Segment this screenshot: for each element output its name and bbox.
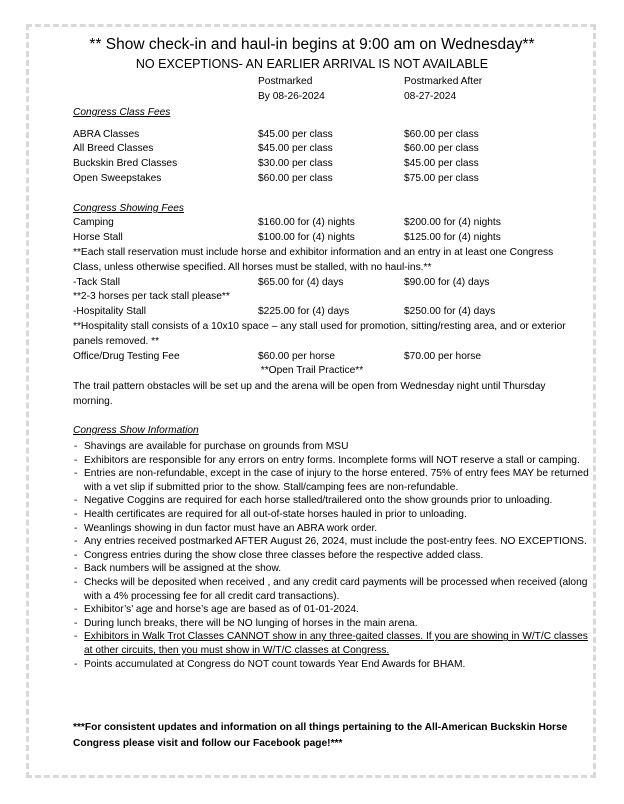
- fee-late: $60.00 per class: [404, 129, 479, 140]
- list-item: - Exhibitors in Walk Trot Classes CANNOT show in any three-gaited classes. If you are showing in W/T/C classes at other circuits, then you must show in W/T/C classes at Congress.: [73, 630, 593, 657]
- office-fee-name: Office/Drug Testing Fee: [73, 351, 180, 362]
- fee-name: Buckskin Bred Classes: [73, 158, 178, 169]
- postmarked-after-label: Postmarked After: [404, 76, 483, 87]
- list-item: - Back numbers will be assigned at the show.: [73, 562, 593, 576]
- fee-late: $45.00 per class: [404, 158, 479, 169]
- office-fee-early: $60.00 per horse: [258, 351, 336, 362]
- camping-late: $200.00 for (4) nights: [404, 217, 501, 228]
- checkin-heading: ** Show check-in and haul-in begins at 9:00 am on Wednesday**: [89, 36, 535, 53]
- tack-stall-name: -Tack Stall: [73, 277, 120, 288]
- hospitality-name: -Hospitality Stall: [73, 306, 147, 317]
- fee-early: $60.00 per class: [258, 173, 333, 184]
- trail-practice-title: **Open Trail Practice**: [260, 365, 364, 376]
- fee-late: $75.00 per class: [404, 173, 479, 184]
- showing-fees-title: Congress Showing Fees: [73, 203, 184, 214]
- show-info-list: [73, 440, 593, 671]
- hospitality-early: $225.00 for (4) days: [258, 306, 350, 317]
- postmarked-date: By 08-26-2024: [258, 91, 325, 102]
- list-item: - During lunch breaks, there will be NO lunging of horses in the main arena.: [73, 617, 593, 631]
- fee-name: ABRA Classes: [73, 129, 140, 140]
- tack-note: **2-3 horses per tack stall please**: [73, 291, 230, 302]
- fee-late: $60.00 per class: [404, 143, 479, 154]
- list-item: - Health certificates are required for all out-of-state horses hauled in prior to unloading.: [73, 508, 593, 522]
- list-item: - Negative Coggins are required for each horse stalled/trailered onto the show grounds prior to unloading.: [73, 494, 593, 508]
- list-item: - Checks will be deposited when received , and any credit card payments will be processed when received (along with a 4% processing fee for all credit card transactions).: [73, 576, 593, 603]
- camping-name: Camping: [73, 217, 114, 228]
- show-info-title: Congress Show Information: [73, 425, 199, 436]
- horse-stall-name: Horse Stall: [73, 232, 123, 243]
- list-item: - Weanlings showing in dun factor must have an ABRA work order.: [73, 522, 593, 536]
- facebook-footer-note: ***For consistent updates and information on all things pertaining to the All-American Buckskin Horse Congress please visit and follow our Facebook page!***: [73, 722, 568, 749]
- trail-note: The trail pattern obstacles will be set up and the arena will be open from Wednesday night until Thursday morning.: [73, 381, 546, 407]
- fee-early: $45.00 per class: [258, 143, 333, 154]
- hospitality-note: **Hospitality stall consists of a 10x10 space – any stall used for promotion, sitting/resting area, and or exterior panels removed. **: [73, 321, 566, 347]
- postmarked-label: Postmarked: [258, 76, 313, 87]
- list-item: - Exhibitors are responsible for any errors on entry forms. Incomplete forms will NOT reserve a stall or camping.: [73, 454, 593, 468]
- postmarked-after-date: 08-27-2024: [404, 91, 457, 102]
- list-item: - Any entries received postmarked AFTER August 26, 2024, must include the post-entry fees. NO EXCEPTIONS.: [73, 535, 593, 549]
- horse-stall-late: $125.00 for (4) nights: [404, 232, 501, 243]
- list-item: - Points accumulated at Congress do NOT count towards Year End Awards for BHAM.: [73, 658, 593, 672]
- tack-stall-late: $90.00 for (4) days: [404, 277, 490, 288]
- tack-stall-early: $65.00 for (4) days: [258, 277, 344, 288]
- horse-stall-early: $100.00 for (4) nights: [258, 232, 355, 243]
- list-item: - Exhibitor’s’ age and horse’s age are based as of 01-01-2024.: [73, 603, 593, 617]
- hospitality-late: $250.00 for (4) days: [404, 306, 496, 317]
- no-exceptions-heading: NO EXCEPTIONS- AN EARLIER ARRIVAL IS NOT AVAILABLE: [135, 57, 489, 71]
- fee-early: $30.00 per class: [258, 158, 333, 169]
- class-fees-title: Congress Class Fees: [73, 107, 171, 118]
- stall-note: **Each stall reservation must include horse and exhibitor information and an entry in at least one Congress Class, unless otherwise specified. All horses must be stalled, with no haul-ins.**: [73, 247, 554, 273]
- fee-name: All Breed Classes: [73, 143, 154, 154]
- list-item: - Congress entries during the show close three classes before the respective added class.: [73, 549, 593, 563]
- list-item: - Shavings are available for purchase on grounds from MSU: [73, 440, 593, 454]
- office-fee-late: $70.00 per horse: [404, 351, 482, 362]
- fee-early: $45.00 per class: [258, 129, 333, 140]
- list-item: - Entries are non-refundable, except in the case of injury to the horse entered. 75% of entry fees MAY be returned with a vet slip if submitted prior to the show. Stall/camping fees are non-refundable.: [73, 467, 593, 494]
- fee-name: Open Sweepstakes: [73, 173, 162, 184]
- camping-early: $160.00 for (4) nights: [258, 217, 355, 228]
